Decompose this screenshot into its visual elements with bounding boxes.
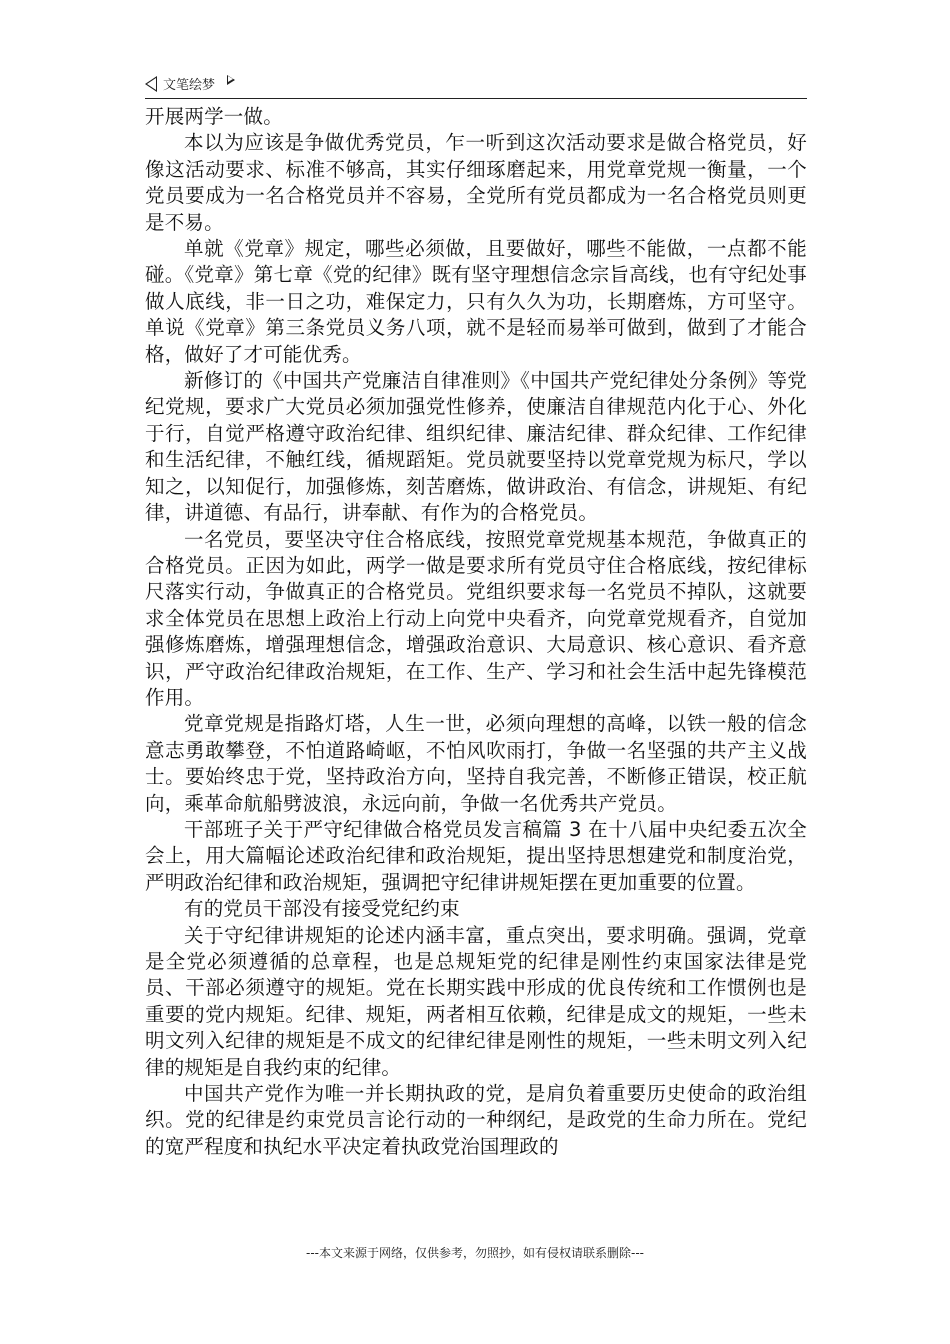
paragraph: 有的党员干部没有接受党纪约束 [184, 897, 460, 921]
paragraph: 新修订的《中国共产党廉洁自律准则》《中国共产党纪律处分条例》等党纪党规，要求广大党员必须加强党性修养，使廉洁自律规范内化于心、外化于行，自觉严格遵守政治纪律、组织纪律、廉洁纪律、群众纪律、工作纪律和生活纪律，不触红线，循规蹈矩。党员就要坚持以党章党规为标尺，学以知之，以知促行，加强修炼，刻苦磨炼，做讲政治、有信念，讲规矩、有纪律，讲道德、有品行，讲奉献、有作为的合格党员。 [145, 369, 807, 525]
page-header [145, 72, 807, 99]
paragraph: 干部班子关于严守纪律做合格党员发言稿篇 3 在十八届中央纪委五次全会上，用大篇幅论述政治纪律和政治规矩，提出坚持思想建党和制度治党，严明政治纪律和政治规矩，强调把守纪律讲规矩摆在更加重要的位置。 [145, 817, 807, 894]
document-body [145, 104, 807, 1160]
paragraph: 党章党规是指路灯塔，人生一世，必须向理想的高峰，以铁一般的信念意志勇敢攀登，不怕道路崎岖，不怕风吹雨打，争做一名坚强的共产主义战士。要始终忠于党，坚持政治方向，坚持自我完善，不断修正错误，校正航向，乘革命航船劈波浪，永远向前，争做一名优秀共产党员。 [145, 712, 807, 815]
paragraph: 开展两学一做。 [145, 105, 283, 128]
paragraph: 一名党员，要坚决守住合格底线，按照党章党规基本规范，争做真正的合格党员。正因为如此，两学一做是要求所有党员守住合格底线，按纪律标尺落实行动，争做真正的合格党员。党组织要求每一名党员不掉队，这就要求全体党员在思想上政治上行动上向党中央看齐，向党章党规看齐，自觉加强修炼磨炼，增强理想信念，增强政治意识、大局意识、核心意识、看齐意识，严守政治纪律政治规矩，在工作、生产、学习和社会生活中起先锋模范作用。 [145, 527, 807, 709]
triangle-right-icon [227, 75, 235, 85]
paragraph: 关于守纪律讲规矩的论述内涵丰富，重点突出，要求明确。强调，党章是全党必须遵循的总章程，也是总规矩党的纪律是刚性约束国家法律是党员、干部必须遵守的规矩。党在长期实践中形成的优良传统和工作惯例也是重要的党内规矩。纪律、规矩，两者相互依赖，纪律是成文的规矩，一些未明文列入纪律的规矩是不成文的纪律纪律是刚性的规矩，一些未明文列入纪律的规矩是自我约束的纪律。 [145, 923, 807, 1079]
paragraph: 本以为应该是争做优秀党员，乍一听到这次活动要求是做合格党员，好像这活动要求、标准不够高，其实仔细琢磨起来，用党章党规一衡量，一个党员要成为一名合格党员并不容易，全党所有党员都成为一名合格党员则更是不易。 [145, 131, 807, 234]
triangle-left-icon [145, 76, 157, 92]
footer-disclaimer: ---本文来源于网络，仅供参考，勿照抄，如有侵权请联系删除--- [306, 1246, 644, 1260]
paragraph: 中国共产党作为唯一并长期执政的党，是肩负着重要历史使命的政治组织。党的纪律是约束党员言论行动的一种纲纪，是政党的生命力所在。党纪的宽严程度和执纪水平决定着执政党治国理政的 [145, 1082, 807, 1158]
brand [145, 74, 235, 93]
brand-label: 文笔绘梦 [163, 78, 216, 93]
paragraph: 单就《党章》规定，哪些必须做，且要做好，哪些不能做，一点都不能碰。《党章》第七章《党的纪律》既有坚守理想信念宗旨高线，也有守纪处事做人底线，非一日之功，难保定力，只有久久为功，长期磨炼，方可坚守。单说《党章》第三条党员义务八项，就不是轻而易举可做到，做到了才能合格，做好了才可能优秀。 [145, 237, 807, 366]
